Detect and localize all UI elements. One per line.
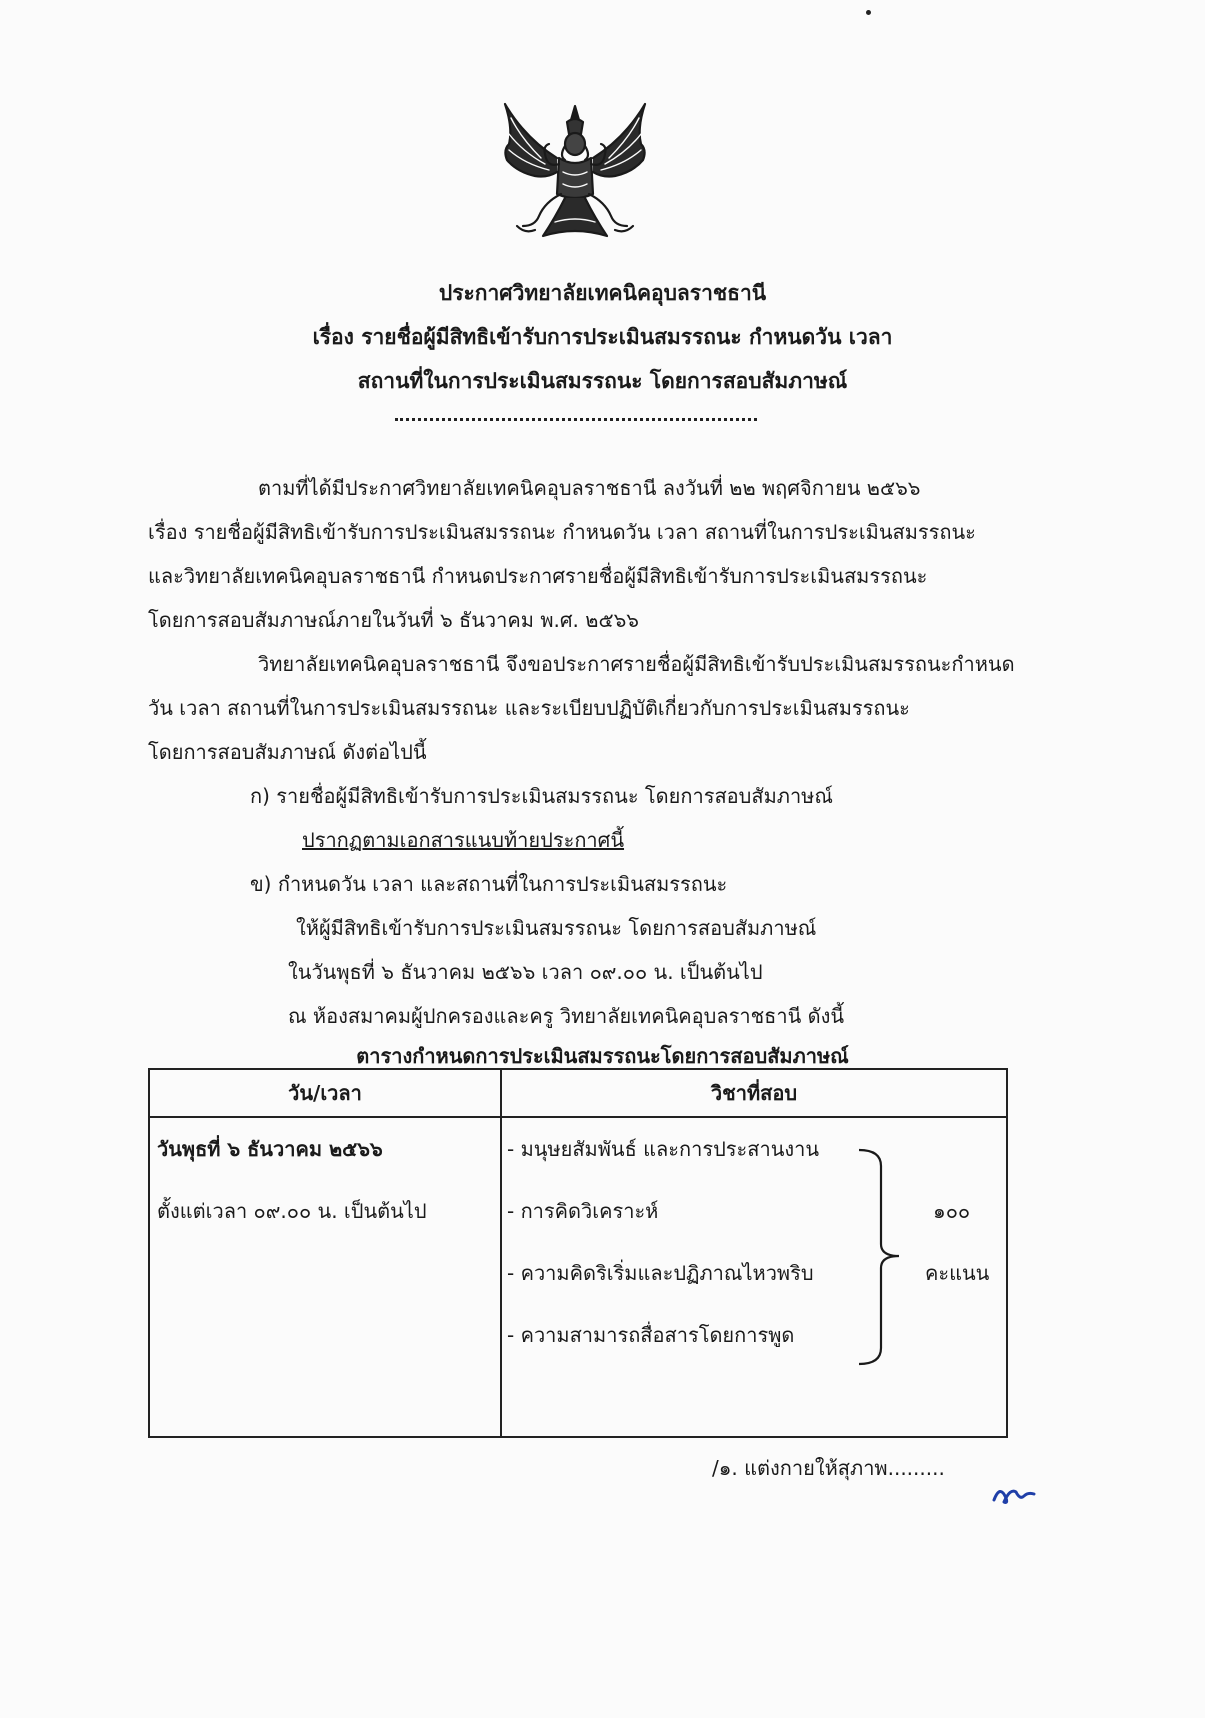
column-header-subject: วิชาที่สอบ: [501, 1069, 1007, 1117]
paragraph-1-line-3: และวิทยาลัยเทคนิคอุบลราชธานี กำหนดประกาศรายชื่อผู้มีสิทธิเข้ารับการประเมินสมรรถนะ: [148, 564, 928, 588]
column-header-date-time: วัน/เวลา: [149, 1069, 501, 1117]
paragraph-2-line-1: วิทยาลัยเทคนิคอุบลราชธานี จึงขอประกาศรายชื่อผู้มีสิทธิเข้ารับประเมินสมรรถนะกำหนด: [258, 652, 1015, 676]
announcement-subject-cont: สถานที่ในการประเมินสมรรถนะ โดยการสอบสัมภาษณ์: [357, 369, 848, 393]
scan-speck: [866, 10, 871, 15]
item-b-line-1: ข) กำหนดวัน เวลา และสถานที่ในการประเมินสมรรถนะ: [250, 872, 728, 896]
schedule-table-title: ตารางกำหนดการประเมินสมรรถนะโดยการสอบสัมภาษณ์: [356, 1044, 849, 1068]
announcement-title: ประกาศวิทยาลัยเทคนิคอุบลราชธานี: [438, 281, 767, 305]
subject-item: - ความคิดริเริ่มและปฏิภาณไหวพริบ: [507, 1261, 814, 1285]
handwritten-initial-icon: [990, 1478, 1040, 1508]
paragraph-1-line-2: เรื่อง รายชื่อผู้มีสิทธิเข้ารับการประเมินสมรรถนะ กำหนดวัน เวลา สถานที่ในการประเมินสมรรถนะ: [148, 520, 976, 544]
score-unit: คะแนน: [925, 1261, 990, 1285]
paragraph-2-line-3: โดยการสอบสัมภาษณ์ ดังต่อไปนี้: [148, 740, 427, 764]
paragraph-2-line-2: วัน เวลา สถานที่ในการประเมินสมรรถนะ และระเบียบปฏิบัติเกี่ยวกับการประเมินสมรรถนะ: [148, 696, 910, 720]
item-b-line-3: ในวันพุธที่ ๖ ธันวาคม ๒๕๖๖ เวลา ๐๙.๐๐ น. เป็นต้นไป: [288, 960, 763, 984]
subject-item: - มนุษยสัมพันธ์ และการประสานงาน: [507, 1137, 820, 1161]
table-header-row: [149, 1069, 1007, 1117]
item-b-line-2: ให้ผู้มีสิทธิเข้ารับการประเมินสมรรถนะ โดยการสอบสัมภาษณ์: [296, 916, 817, 940]
item-a-line-1: ก) รายชื่อผู้มีสิทธิเข้ารับการประเมินสมรรถนะ โดยการสอบสัมภาษณ์: [250, 784, 833, 808]
subjects-cell: [501, 1117, 1007, 1437]
exam-time: ตั้งแต่เวลา ๐๙.๐๐ น. เป็นต้นไป: [157, 1199, 427, 1223]
subject-item: - ความสามารถสื่อสารโดยการพูด: [507, 1323, 795, 1347]
dotted-divider: [395, 418, 757, 421]
exam-date: วันพุธที่ ๖ ธันวาคม ๒๕๖๖: [157, 1137, 383, 1161]
announcement-subject: เรื่อง รายชื่อผู้มีสิทธิเข้ารับการประเมินสมรรถนะ กำหนดวัน เวลา: [312, 325, 893, 349]
paragraph-1-line-4: โดยการสอบสัมภาษณ์ภายในวันที่ ๖ ธันวาคม พ.ศ. ๒๕๖๖: [148, 608, 639, 632]
item-b-line-4: ณ ห้องสมาคมผู้ปกครองและครู วิทยาลัยเทคนิคอุบลราชธานี ดังนี้: [288, 1004, 845, 1028]
continuation-note: /๑. แต่งกายให้สุภาพ.........: [712, 1456, 945, 1480]
score-value: ๑๐๐: [933, 1199, 971, 1223]
grouping-brace-icon: [855, 1148, 905, 1368]
item-a-line-2: ปรากฏตามเอกสารแนบท้ายประกาศนี้: [302, 828, 625, 852]
subject-item: - การคิดวิเคราะห์: [507, 1199, 659, 1223]
garuda-emblem-icon: [495, 98, 655, 248]
paragraph-1-line-1: ตามที่ได้มีประกาศวิทยาลัยเทคนิคอุบลราชธานี ลงวันที่ ๒๒ พฤศจิกายน ๒๕๖๖: [258, 476, 921, 500]
date-time-cell: [149, 1117, 501, 1437]
